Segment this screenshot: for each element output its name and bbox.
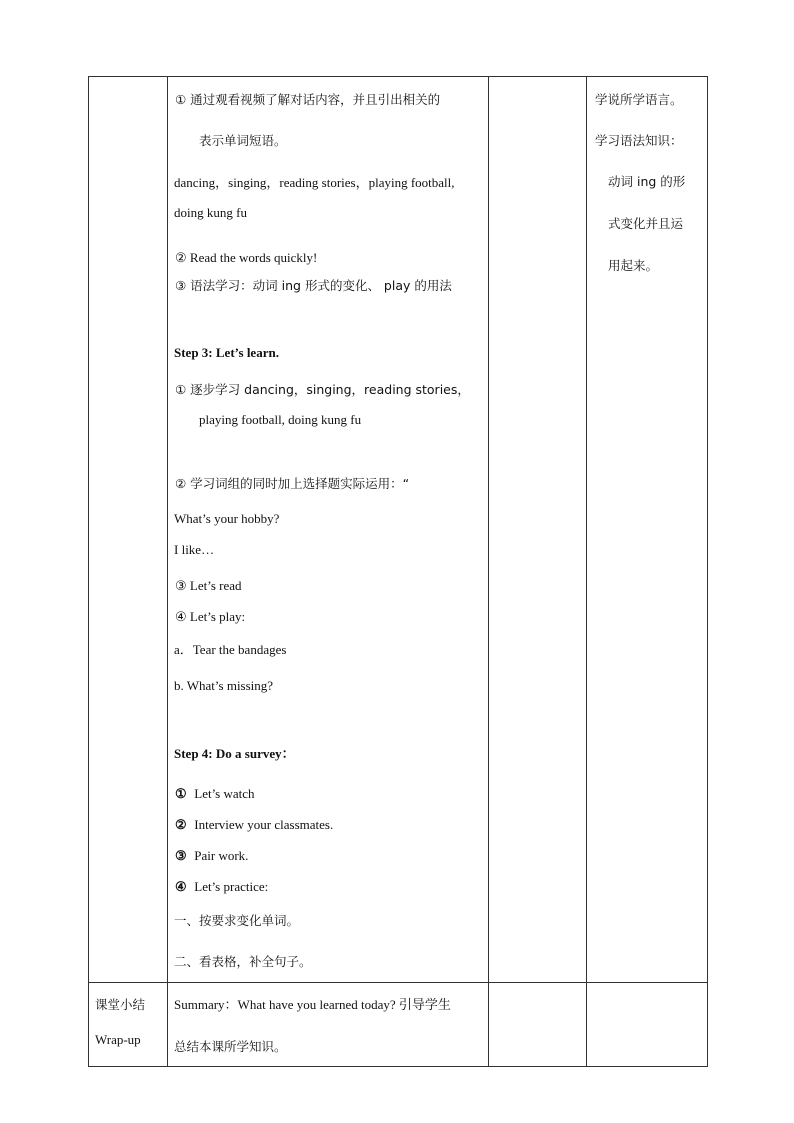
table-row (89, 983, 708, 1067)
summary-line-cont: 总结本课所学知识。 (174, 1039, 287, 1054)
step4-item-3: ③ Pair work. (175, 848, 249, 863)
wrap-teacher-cell (489, 983, 587, 1067)
lesson-plan-table (88, 76, 708, 1067)
step3-question: What’s your hobby? (174, 511, 280, 526)
teacher-activity-cell (489, 77, 587, 983)
exercise-2: 二、看表格，补全句子。 (174, 954, 312, 969)
table-row (89, 77, 708, 983)
intro-item-1-cont: 表示单词短语。 (199, 133, 287, 148)
circled-number: ② (175, 817, 187, 832)
step3-item-1: ① 逐步学习 dancing，singing，reading stories， (175, 382, 470, 397)
purpose-line-1: 学说所学语言。 (595, 92, 683, 107)
step3-item-3: ③ Let’s read (175, 578, 242, 593)
wrap-purpose-cell (587, 983, 708, 1067)
purpose-cell (587, 77, 708, 983)
wrap-label-cell (89, 983, 168, 1067)
wrap-label-cn: 课堂小结 (95, 997, 146, 1012)
phrases-line-cont: doing kung fu (174, 205, 247, 220)
phrases-line: dancing，singing，reading stories，playing football, (174, 175, 455, 190)
step3-sub-b: b. What’s missing? (174, 678, 274, 693)
exercise-1: 一、按要求变化单词。 (174, 913, 300, 928)
step3-heading: Step 3: Let’s learn. (174, 345, 279, 360)
summary-line: Summary：What have you learned today? 引导学生 (174, 997, 451, 1012)
purpose-line-4: 式变化并且运 (608, 216, 684, 231)
step3-answer: I like… (174, 542, 215, 557)
intro-item-3: ③ 语法学习：动词 ing 形式的变化、 play 的用法 (175, 278, 452, 293)
step4-item-1: ① Let’s watch (175, 786, 255, 801)
purpose-line-3: 动词 ing 的形 (608, 174, 686, 189)
step3-item-4: ④ Let’s play: (175, 609, 246, 624)
step4-heading: Step 4: Do a survey： (174, 746, 295, 761)
wrap-label-en: Wrap-up (95, 1032, 141, 1047)
step3-sub-a: a．Tear the bandages (174, 642, 287, 657)
intro-item-1: ① 通过观看视频了解对话内容，并且引出相关的 (175, 92, 441, 107)
circled-number: ③ (175, 848, 187, 863)
circled-number: ④ (175, 879, 187, 894)
intro-item-2: ② Read the words quickly! (175, 250, 318, 265)
step4-item-4: ④ Let’s practice: (175, 879, 269, 894)
activity-cell (168, 77, 489, 983)
circled-number: ① (175, 786, 187, 801)
step4-item-2: ② Interview your classmates. (175, 817, 334, 832)
step3-item-1-cont: playing football, doing kung fu (199, 412, 362, 427)
purpose-line-5: 用起来。 (608, 258, 659, 273)
stage-cell (89, 77, 168, 983)
wrap-summary-cell (168, 983, 489, 1067)
purpose-line-2: 学习语法知识： (595, 133, 683, 148)
step3-item-2: ② 学习词组的同时加上选择题实际运用：“ (175, 476, 410, 491)
